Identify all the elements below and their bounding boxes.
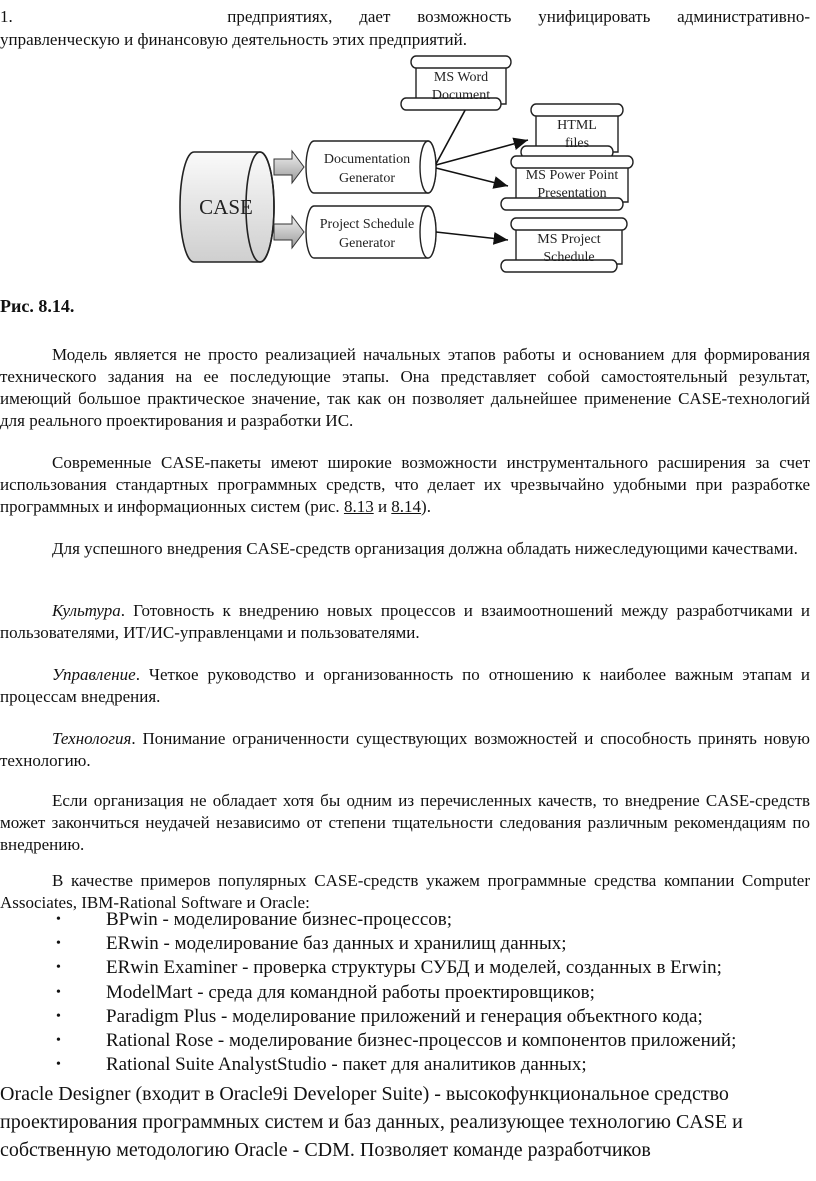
case-tools-list — [52, 908, 736, 1077]
tool-paradigm-plus: Paradigm Plus - моделирование приложений и генерация объектного кода; — [106, 1005, 703, 1027]
word-line-1: MS Word — [433, 70, 489, 85]
ppt-line-1: MS Power Point — [525, 168, 619, 183]
paragraph-and: и — [373, 497, 392, 516]
list-item — [52, 932, 736, 956]
paragraph-examples: В качестве примеров популярных CASE-средств укажем программные средства компании Computer Associates, IBM-Rational Software и Oracle: — [0, 871, 810, 912]
bullet-icon: • — [56, 1008, 61, 1024]
tool-rational-suite: Rational Suite AnalystStudio - пакет для аналитиков данных; — [106, 1054, 587, 1076]
technology-text: . Понимание ограниченности существующих возможностей и способность принять новую технологию. — [0, 729, 810, 770]
arrow-to-ppt — [436, 168, 508, 186]
culture-text: . Готовность к внедрению новых процессов и взаимоотношений между разработчиками и пользователями, ИТ/ИС-управленцами и пользователями. — [0, 601, 810, 642]
project-line-1: MS Project — [537, 232, 601, 247]
term-management: Управление — [52, 665, 136, 684]
word-line-2: Document — [431, 88, 491, 103]
html-files-scroll — [521, 104, 623, 158]
term-culture: Культура — [52, 601, 121, 620]
documentation-generator — [306, 141, 436, 193]
figure-ref-8-13[interactable]: 8.13 — [343, 497, 374, 516]
paragraph-failure: Если организация не обладает хотя бы одним из перечисленных качеств, то внедрение CASE-средств может закончиться неудачей независимо от степени тщательности следования различным рекомендациям по внедрению. — [0, 791, 810, 854]
html-line-2: files — [564, 136, 590, 151]
doc-gen-line-2: Generator — [339, 171, 395, 186]
paragraph-culture — [0, 600, 810, 644]
doc-gen-line-1: Documentation — [323, 152, 411, 167]
paragraph-technology — [0, 728, 810, 772]
bullet-icon: • — [56, 936, 61, 952]
block-arrow-documentation — [274, 151, 304, 183]
figure-caption: Рис. 8.14. — [0, 296, 75, 316]
bullet-icon: • — [56, 960, 61, 976]
management-text: . Четкое руководство и организованность по отношению к наиболее важным этапам и процессам внедрения. — [0, 665, 810, 706]
paragraph-model: Модель является не просто реализацией начальных этапов работы и основанием для формирования технического задания на ее последующие этапы. Она представляет собой самостоятельный результат, имеющий большое практическое значение, так как он позволяет дальнейшее применение CASE-технологий для реального проектирования и разработки ИС. — [0, 345, 810, 430]
ms-power-point-scroll — [501, 156, 633, 210]
list-item — [52, 1053, 736, 1077]
figure-ref-8-14[interactable]: 8.14 — [391, 497, 422, 516]
bullet-icon: • — [56, 1032, 61, 1048]
ms-word-document-scroll — [401, 56, 511, 110]
closing-line-3: собственную методологию Oracle - CDM. Позволяет команде разработчиков — [0, 1139, 651, 1161]
paragraph-case-packages — [0, 452, 810, 518]
closing-line-2: проектирования программных систем и баз данных, реализующее технологию CASE и — [0, 1111, 743, 1133]
case-generators-diagram — [170, 52, 640, 280]
tool-rational-rose: Rational Rose - моделирование бизнес-процессов и компонентов приложений; — [106, 1029, 737, 1051]
list-item — [52, 908, 736, 932]
sched-gen-line-1: Project Schedule — [319, 217, 415, 232]
arrow-to-project — [436, 232, 508, 240]
paragraph-requirements: Для успешного внедрения CASE-средств организация должна обладать нижеследующими качествами. — [52, 539, 798, 558]
bullet-icon: • — [56, 1057, 61, 1073]
tool-erwin: ERwin - моделирование баз данных и хранилищ данных; — [106, 933, 567, 955]
project-line-2: Schedule — [543, 250, 595, 265]
tool-erwin-examiner: ERwin Examiner - проверка структуры СУБД и моделей, созданных в Erwin; — [106, 957, 722, 979]
block-arrow-schedule — [274, 216, 304, 248]
case-label: CASE — [199, 195, 253, 219]
ppt-line-2: Presentation — [537, 186, 607, 201]
intro-line-1: 1. предприятиях, дает возможность унифицировать административно- — [0, 7, 810, 26]
paragraph-management — [0, 664, 810, 708]
project-schedule-generator — [306, 206, 436, 258]
paragraph-case-packages-text: Современные CASE-пакеты имеют широкие возможности инструментального расширения за счет использования стандартных программных средств, что делает их чрезвычайно удобными при разработке программных и информационных систем (рис. — [0, 453, 810, 516]
term-technology: Технология — [52, 729, 132, 748]
case-cylinder — [180, 152, 274, 262]
tool-bpwin: BPwin - моделирование бизнес-процессов; — [106, 909, 452, 930]
ms-project-schedule-scroll — [501, 218, 627, 272]
html-line-1: HTML — [557, 118, 597, 133]
closing-line-1: Oracle Designer (входит в Oracle9i Developer Suite) - высокофункциональное средство — [0, 1083, 729, 1105]
list-item — [52, 956, 736, 980]
paragraph-close: ). — [421, 497, 431, 516]
tool-modelmart: ModelMart - среда для командной работы проектировщиков; — [106, 981, 595, 1003]
sched-gen-line-2: Generator — [339, 236, 395, 251]
bullet-icon: • — [56, 912, 61, 927]
list-item — [52, 981, 736, 1005]
bullet-icon: • — [56, 984, 61, 1000]
list-item — [52, 1005, 736, 1029]
list-item — [52, 1029, 736, 1053]
intro-line-2: управленческую и финансовую деятельность этих предприятий. — [0, 30, 468, 49]
